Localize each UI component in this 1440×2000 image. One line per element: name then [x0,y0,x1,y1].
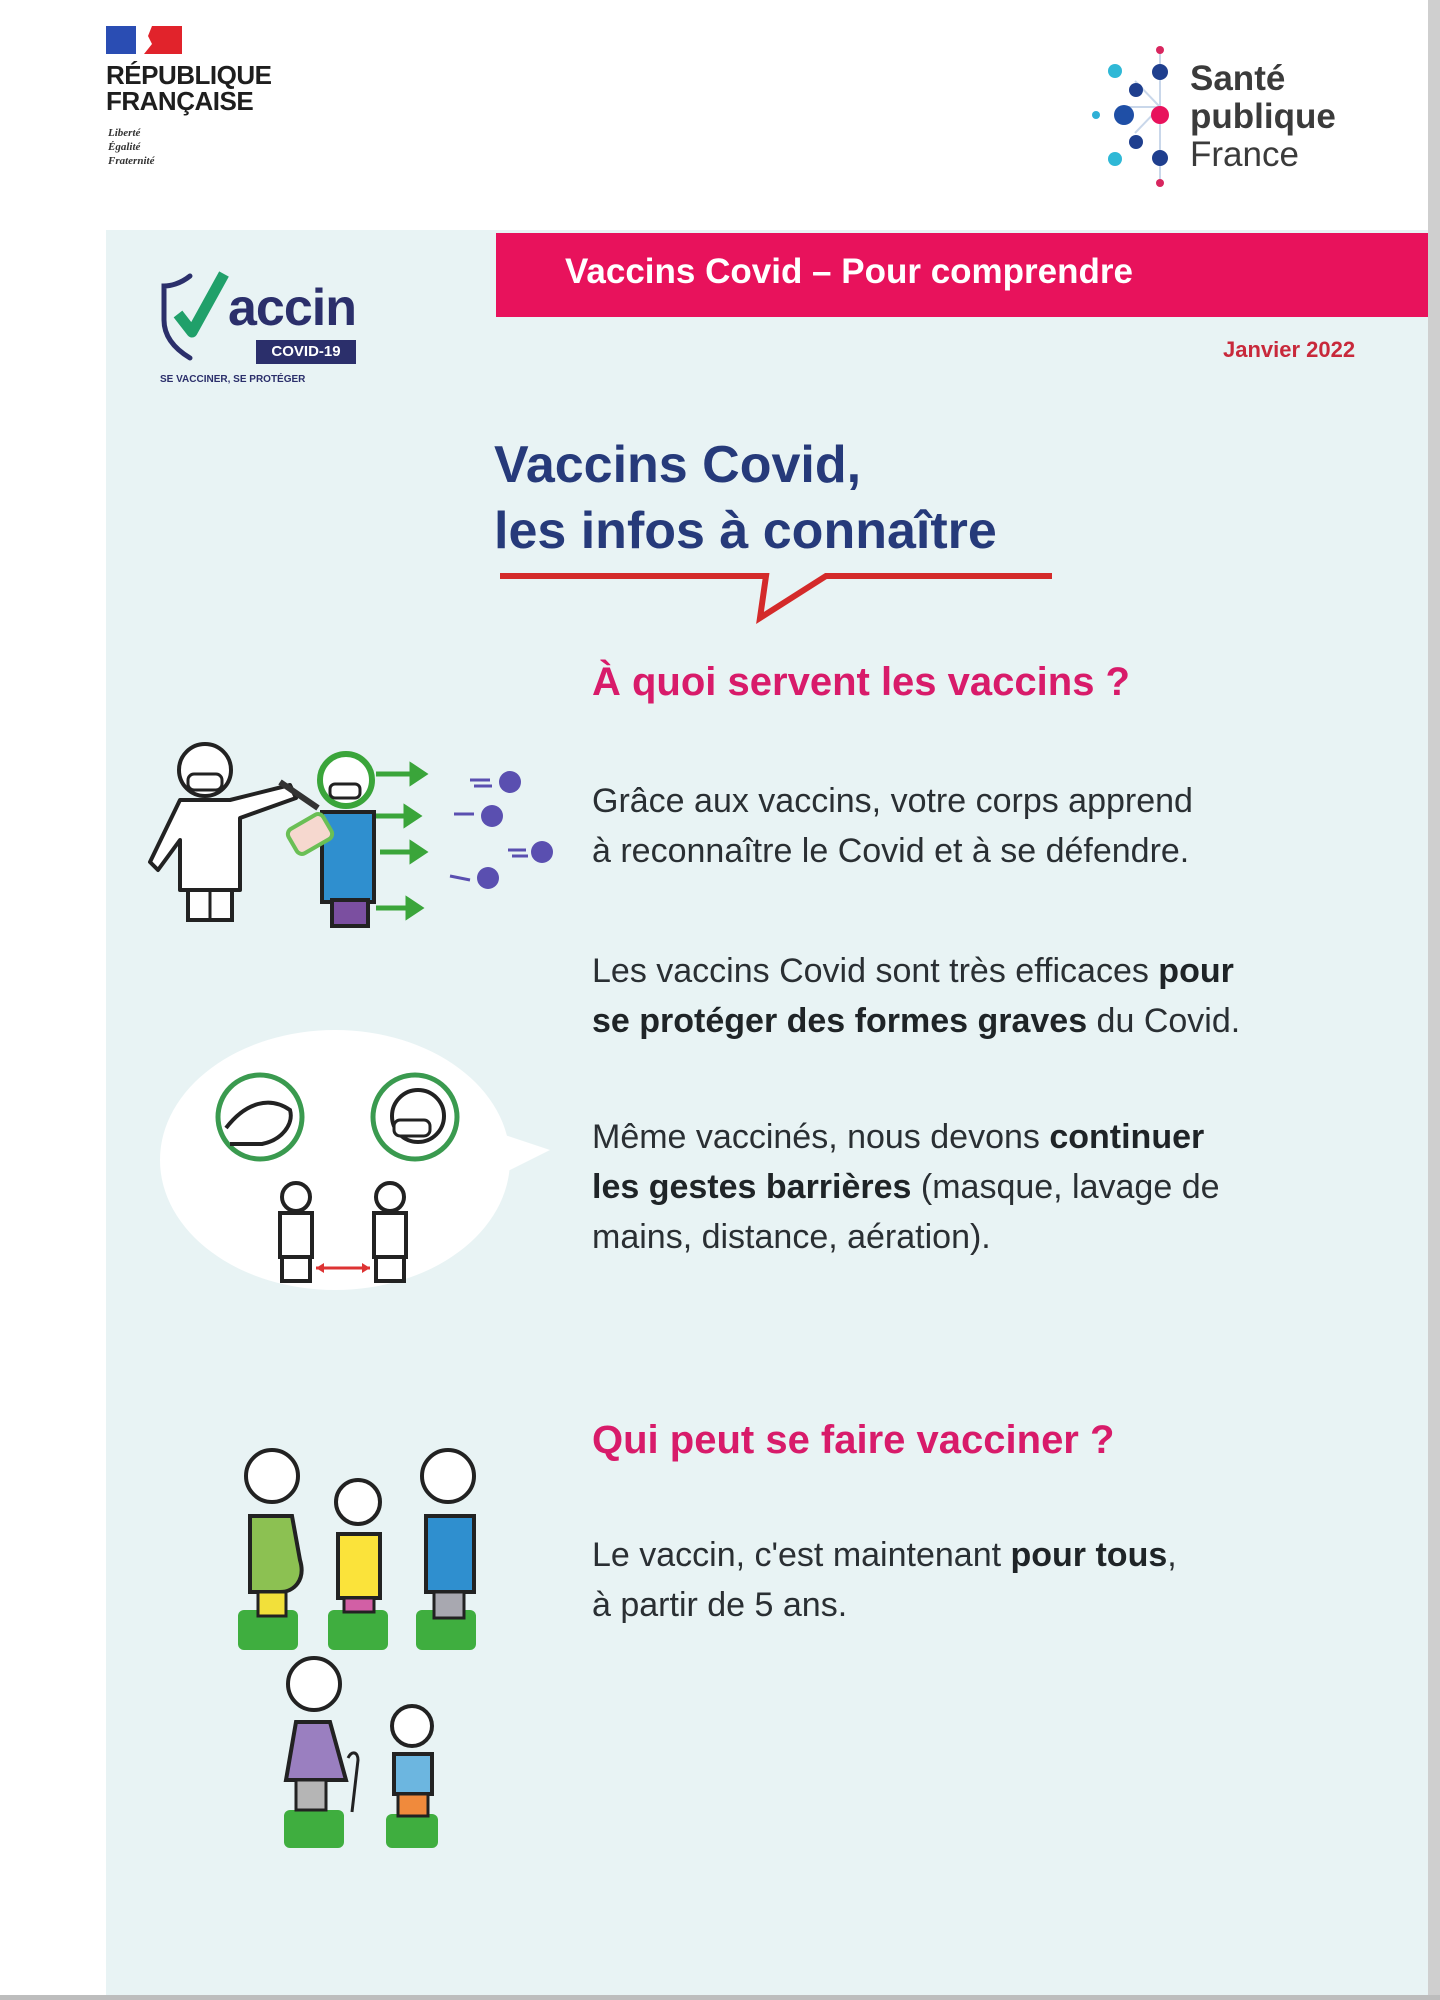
barrier-gestures-illustration-icon [150,1020,550,1300]
paragraph-eligibility [592,1530,1177,1630]
covid-19-badge: COVID-19 [256,340,356,364]
scrollbar-track[interactable] [1428,0,1440,2000]
text-normal: , [1167,1536,1177,1574]
paragraph-line: mains, distance, aération). [592,1218,991,1256]
spf-line2: publique [1190,97,1336,136]
shield-check-icon [160,270,230,362]
motto-fraternite: Fraternité [108,155,155,167]
title-line2: les infos à connaître [494,502,997,560]
paragraph-line: Grâce aux vaccins, votre corps apprend [592,782,1193,820]
vaccin-tagline: SE VACCINER, SE PROTÉGER [160,374,306,385]
publication-date: Janvier 2022 [1223,337,1356,362]
paragraph-line: à reconnaître le Covid et à se défendre. [592,832,1190,870]
rf-motto [108,126,154,168]
paragraph-line: à partir de 5 ans. [592,1586,848,1624]
vaccin-covid-logo [160,268,370,393]
vaccin-word: accin [228,279,356,337]
title-line1: Vaccins Covid, [494,436,862,494]
text-bold: pour tous [1010,1536,1168,1574]
text-bold: pour [1158,952,1234,990]
vaccination-illustration-icon [140,740,560,930]
page-title [494,432,997,564]
spf-line3: France [1190,135,1299,174]
section-heading-who: Qui peut se faire vacciner ? [592,1418,1115,1462]
text-normal: du Covid. [1087,1002,1241,1040]
sante-publique-dots-icon [1088,45,1188,190]
paragraph-learn [592,776,1193,876]
text-bold: continuer [1049,1118,1205,1156]
text-normal: Même vaccinés, nous devons [592,1118,1050,1156]
spf-line1: Santé [1190,59,1286,98]
text-normal: (masque, lavage de [911,1168,1220,1206]
french-flag-icon [106,26,182,56]
motto-liberte: Liberté [108,127,141,139]
text-normal: Le vaccin, c'est maintenant [592,1536,1011,1574]
motto-egalite: Égalité [108,141,141,153]
section-heading-purpose: À quoi servent les vaccins ? [592,660,1130,704]
rf-line2: FRANÇAISE [106,86,254,116]
page-bottom-edge [0,1995,1440,2000]
banner-title: Vaccins Covid – Pour comprendre [565,252,1133,291]
paragraph-barrier-gestures [592,1112,1220,1262]
text-normal: Les vaccins Covid sont très efficaces [592,952,1159,990]
people-group-illustration-icon [230,1440,520,1850]
text-bold: se protéger des formes graves [592,1002,1088,1040]
republique-francaise-title [106,62,271,114]
speech-underline-icon [496,568,1056,628]
rf-line1: RÉPUBLIQUE [106,60,272,90]
sante-publique-france-logo-text [1190,60,1336,174]
paragraph-efficacy [592,946,1240,1046]
text-bold: les gestes barrières [592,1168,912,1206]
